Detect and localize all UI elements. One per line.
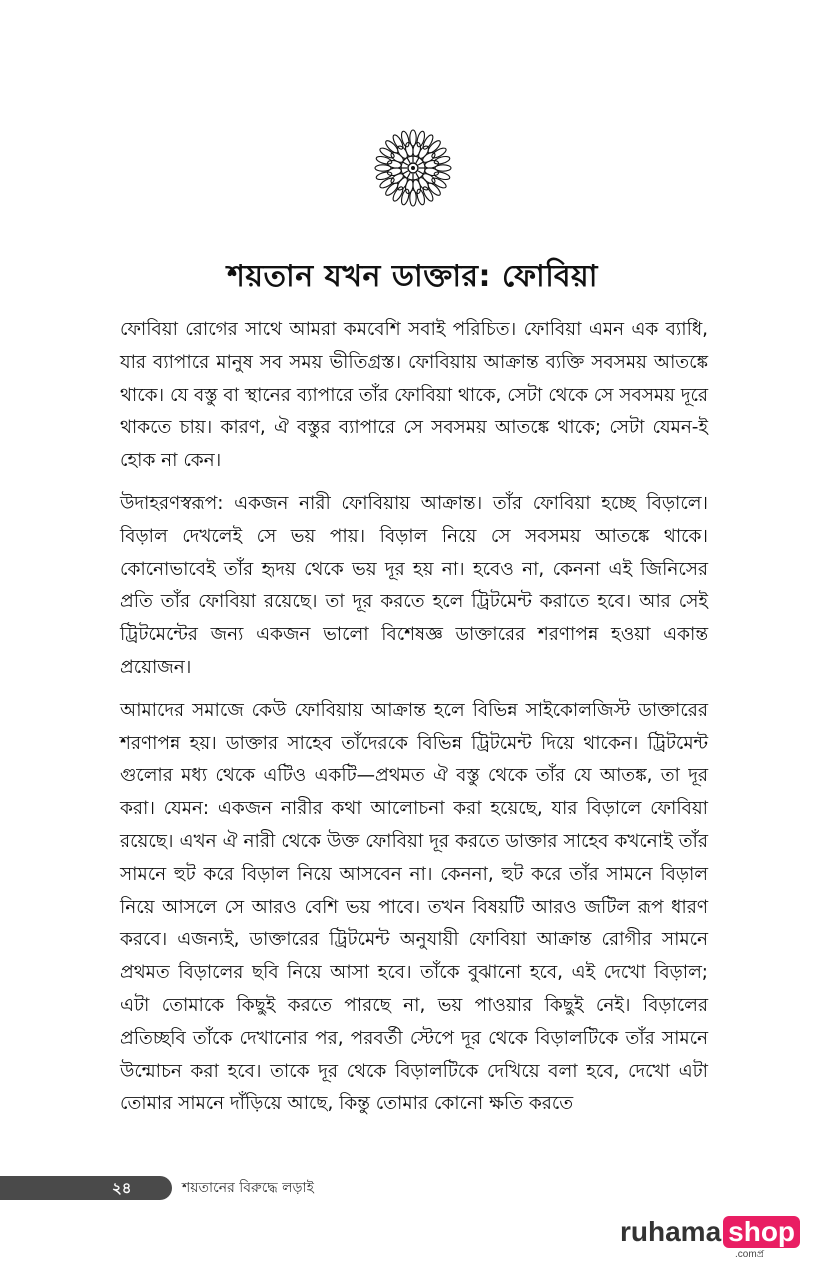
paragraph-3: আমাদের সমাজে কেউ ফোবিয়ায় আক্রান্ত হলে বিভিন্ন সাইকোলজিস্ট ডাক্তারের শরণাপন্ন হয়। ডাক্তার সাহেব তাঁদেরকে বিভিন্ন ট্রিটমেন্ট দিয়ে থাকেন। ট্রিটমেন্ট গুলোর মধ্য থেকে এটিও একটি—প্রথমত ঐ বস্তু থেকে তাঁর যে আতঙ্ক, তা দূর করা। যেমন: একজন নারীর কথা আলোচনা করা হয়েছে, যার বিড়ালে ফোবিয়া রয়েছে। এখন ঐ নারী থেকে উক্ত ফোবিয়া দূর করতে ডাক্তার সাহেব কখনোই তাঁর সামনে হুট করে বিড়াল নিয়ে আসবেন না। কেননা, হুট করে তাঁর সামনে বিড়াল নিয়ে আসলে সে আরও বেশি ভয় পাবে। তখন বিষয়টি আরও জটিল রূপ ধারণ করবে। এজন্যই, ডাক্তারের ট্রিটমেন্ট অনুযায়ী ফোবিয়া আক্রান্ত রোগীর সামনে প্রথমত বিড়ালের ছবি নিয়ে আসা হবে। তাঁকে বুঝানো হবে, এই দেখো বিড়াল; এটা তোমাকে কিছুই করতে পারছে না, ভয় পাওয়ার কিছুই নেই। বিড়ালের প্রতিচ্ছবি তাঁকে দেখানোর পর, পরবর্তী স্টেপে দূর থেকে বিড়ালটিকে তাঁর সামনে উন্মোচন করা হবে। তাকে দূর থেকে বিড়ালটিকে দেখিয়ে বলা হবে, দেখো এটা তোমার সামনে দাঁড়িয়ে আছে, কিন্তু তোমার কোনো ক্ষতি করতে bbox=[120, 699, 708, 1115]
mandala-ornament-icon bbox=[373, 128, 453, 208]
footer-bar bbox=[0, 1176, 172, 1200]
ruhamashop-logo bbox=[620, 1216, 800, 1248]
paragraph-1: ফোবিয়া রোগের সাথে আমরা কমবেশি সবাই পরিচিত। ফোবিয়া এমন এক ব্যাধি, যার ব্যাপারে মানুষ সব সময় ভীতিগ্রস্ত। ফোবিয়ায় আক্রান্ত ব্যক্তি সবসময় আতঙ্কে থাকে। যে বস্তু বা স্থানের ব্যাপারে তাঁর ফোবিয়া থাকে, সেটা থেকে সে সবসময় দূরে থাকতে চায়। কারণ, ঐ বস্তুর ব্যাপারে সে সবসময় আতঙ্কে থাকে; সেটা যেমন-ই হোক না কেন। bbox=[120, 319, 708, 472]
paragraph-2: উদাহরণস্বরূপ: একজন নারী ফোবিয়ায় আক্রান্ত। তাঁর ফোবিয়া হচ্ছে বিড়ালে। বিড়াল দেখলেই সে ভয় পায়। বিড়াল নিয়ে সে সবসময় আতঙ্কে থাকে। কোনোভাবেই তাঁর হৃদয় থেকে ভয় দূর হয় না। হবেও না, কেননা এই জিনিসের প্রতি তাঁর ফোবিয়া রয়েছে। তা দূর করতে হলে ট্রিটমেন্ট করাতে হবে। আর সেই ট্রিটমেন্টের জন্য একজন ভালো বিশেষজ্ঞ ডাক্তারের শরণাপন্ন হওয়া একান্ত প্রয়োজন। bbox=[120, 492, 708, 678]
logo-word: ruhama bbox=[620, 1216, 722, 1247]
logo-domain: .comপ্র bbox=[735, 1249, 765, 1260]
body-text bbox=[120, 314, 708, 1131]
logo-box: shop bbox=[723, 1216, 800, 1248]
chapter-title: শয়তান যখন ডাক্তার: ফোবিয়া bbox=[227, 259, 598, 294]
page-number: ২৪ bbox=[112, 1179, 132, 1197]
running-head: শয়তানের বিরুদ্ধে লড়াই bbox=[182, 1180, 314, 1196]
